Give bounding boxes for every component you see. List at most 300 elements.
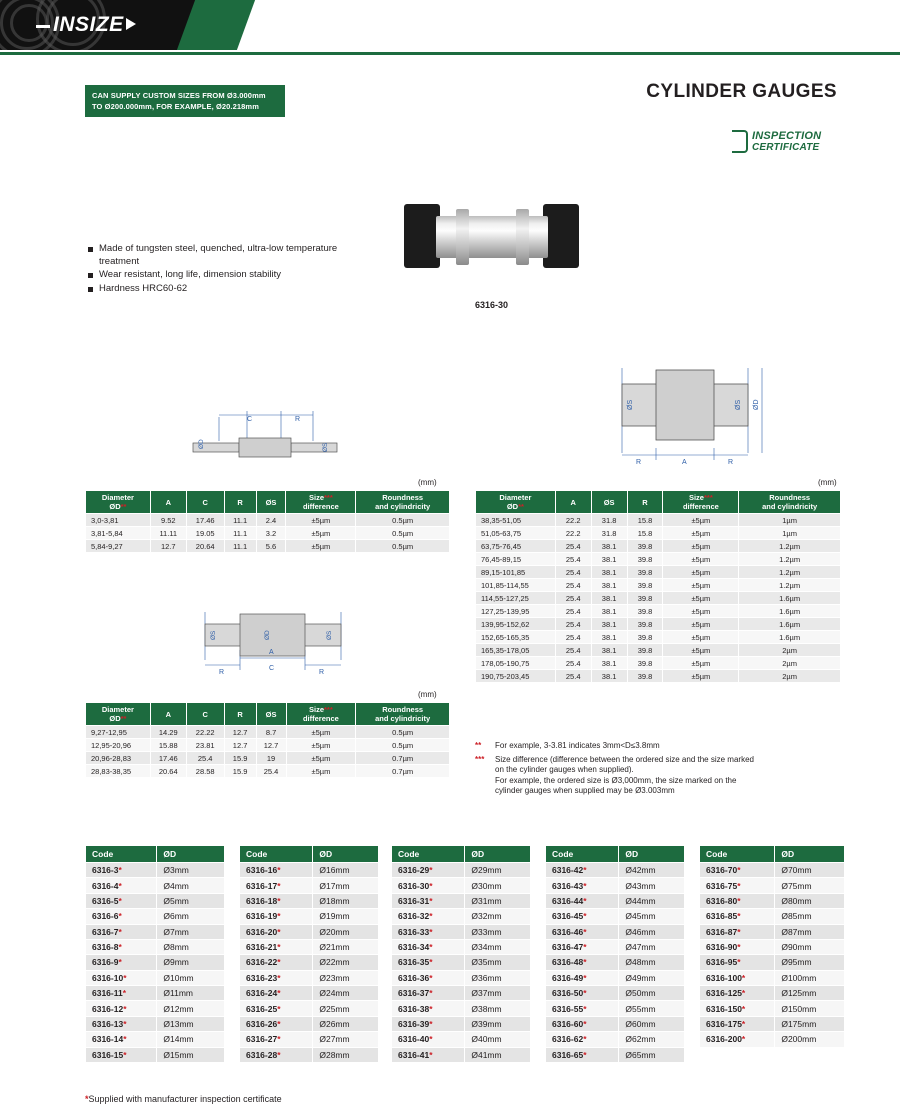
code-cell: 6316-35* [392, 955, 465, 970]
table-cell: 1µm [739, 527, 841, 540]
diameter-cell: Ø7mm [157, 924, 225, 939]
asterisk-marker: * [277, 895, 281, 906]
asterisk-marker: * [123, 1018, 127, 1029]
spec-table-mid [85, 702, 450, 778]
code-cell: 6316-29* [392, 863, 465, 878]
table-row [392, 970, 531, 985]
col-r: R [224, 491, 256, 514]
table-cell: 15.8 [627, 514, 663, 527]
diameter-cell: Ø31mm [465, 893, 531, 908]
table-cell: 38.1 [591, 540, 627, 553]
table-cell: ±5µm [663, 657, 739, 670]
code-cell: 6316-25* [240, 1001, 313, 1016]
table-cell: 1.2µm [739, 566, 841, 579]
table-row [700, 1016, 845, 1031]
table-row [546, 970, 685, 985]
code-table-1-body [86, 863, 225, 1063]
table-cell: 20.64 [150, 765, 186, 778]
spec-table-small [85, 490, 450, 553]
svg-text:ØD: ØD [753, 399, 760, 410]
asterisk-marker: * [277, 1003, 281, 1014]
table-cell: ±5µm [663, 644, 739, 657]
table-cell: 17.46 [150, 752, 186, 765]
code-table-5-body [700, 863, 845, 1048]
table-row [86, 909, 225, 924]
col-c: C [186, 703, 224, 726]
table-row [392, 939, 531, 954]
table-header-row [86, 846, 225, 863]
asterisk-marker: * [583, 942, 587, 953]
diameter-cell: Ø6mm [157, 909, 225, 924]
code-cell: 6316-16* [240, 863, 313, 878]
table-cell: 0.7µm [356, 752, 450, 765]
asterisk-marker: * [429, 957, 433, 968]
table-row [86, 939, 225, 954]
table-cell: ±5µm [663, 527, 739, 540]
table-row [546, 909, 685, 924]
col-diameter: ØD [313, 846, 379, 863]
table-row [392, 924, 531, 939]
code-cell: 6316-87* [700, 924, 775, 939]
code-cell: 6316-22* [240, 955, 313, 970]
footnote-triple-asterisk: *** Size difference (difference between the ordered size and the size marked on the cylinder gauges when supplied). For example, the ordered size is Ø3,000mm, the size marked on the cylinder gauges when supplied may be Ø3.003mm [475, 754, 754, 795]
table-row [476, 514, 841, 527]
asterisk-marker: * [737, 942, 741, 953]
table-row [476, 566, 841, 579]
table-row [700, 909, 845, 924]
asterisk-marker: * [429, 1034, 433, 1045]
col-code: Code [392, 846, 465, 863]
code-cell: 6316-39* [392, 1016, 465, 1031]
table-cell: 39.8 [627, 670, 663, 683]
asterisk-marker: * [429, 880, 433, 891]
diameter-cell: Ø48mm [619, 955, 685, 970]
table-row [86, 924, 225, 939]
header-divider [0, 52, 900, 55]
table-row [240, 909, 379, 924]
drawing-mid-gauge [185, 590, 360, 685]
certificate-footnote: *Supplied with manufacturer inspection certificate [85, 1094, 282, 1104]
diameter-cell: Ø95mm [775, 955, 845, 970]
diameter-cell: Ø13mm [157, 1016, 225, 1031]
code-table-3 [391, 845, 531, 1063]
feature-item: Hardness HRC60-62 [88, 283, 348, 296]
table-row [86, 863, 225, 878]
svg-text:ØS: ØS [735, 399, 742, 410]
table-cell: 17.46 [186, 514, 224, 527]
brand-logo [36, 13, 136, 37]
code-table-4-body [546, 863, 685, 1063]
col-a: A [150, 491, 186, 514]
asterisk-marker: * [277, 942, 281, 953]
code-cell: 6316-44* [546, 893, 619, 908]
asterisk-marker: * [123, 972, 127, 983]
col-diameter: ØD [775, 846, 845, 863]
diameter-cell: Ø55mm [619, 1001, 685, 1016]
asterisk-marker: * [737, 926, 741, 937]
table-row [240, 939, 379, 954]
asterisk-marker: * [429, 1003, 433, 1014]
table-header-row [240, 846, 379, 863]
table-cell: ±5µm [286, 514, 356, 527]
col-diameter: Diameter ØD** [476, 491, 556, 514]
table-row [476, 657, 841, 670]
footnote-double-asterisk: ** For example, 3-3.81 indicates 3mm<D≤3.8mm [475, 741, 660, 750]
table-cell: 11.1 [224, 514, 256, 527]
table-cell: 14.29 [150, 726, 186, 739]
table-row [392, 863, 531, 878]
diameter-cell: Ø85mm [775, 909, 845, 924]
table-cell: ±5µm [663, 579, 739, 592]
table-cell: 76,45-89,15 [476, 553, 556, 566]
asterisk-marker: * [583, 1018, 587, 1029]
svg-text:R: R [295, 416, 301, 423]
table-cell: 31.8 [591, 514, 627, 527]
table-cell: ±5µm [286, 540, 356, 553]
code-cell: 6316-49* [546, 970, 619, 985]
code-cell: 6316-33* [392, 924, 465, 939]
table-row [86, 1016, 225, 1031]
table-cell: 28.58 [186, 765, 224, 778]
diameter-cell: Ø40mm [465, 1032, 531, 1047]
svg-text:ØS: ØS [326, 630, 333, 640]
table-row [86, 527, 450, 540]
table-cell: ±5µm [663, 670, 739, 683]
asterisk-marker: * [583, 1049, 587, 1060]
table-cell: 12.7 [256, 739, 286, 752]
diameter-cell: Ø70mm [775, 863, 845, 878]
svg-text:A: A [682, 459, 687, 466]
table-cell: 9.52 [150, 514, 186, 527]
asterisk-marker: * [118, 942, 122, 953]
feature-item: Wear resistant, long life, dimension stability [88, 269, 348, 282]
table-row [392, 878, 531, 893]
asterisk-marker: * [123, 1049, 127, 1060]
code-cell: 6316-40* [392, 1032, 465, 1047]
units-label-left-1: (mm) [418, 478, 437, 487]
col-s: ØS [591, 491, 627, 514]
code-cell: 6316-27* [240, 1032, 313, 1047]
table-cell: 39.8 [627, 644, 663, 657]
table-cell: 38.1 [591, 670, 627, 683]
table-cell: 25.4 [555, 540, 591, 553]
diameter-cell: Ø20mm [313, 924, 379, 939]
table-cell: 19.05 [186, 527, 224, 540]
asterisk-marker: * [277, 972, 281, 983]
table-cell: 39.8 [627, 618, 663, 631]
asterisk-marker: * [122, 988, 127, 999]
asterisk-marker: * [118, 895, 122, 906]
svg-text:C: C [247, 416, 253, 423]
table-row [476, 553, 841, 566]
table-cell: 89,15-101,85 [476, 566, 556, 579]
diameter-cell: Ø28mm [313, 1047, 379, 1062]
table-row [86, 970, 225, 985]
code-cell: 6316-23* [240, 970, 313, 985]
table-row [700, 1032, 845, 1047]
diameter-cell: Ø43mm [619, 878, 685, 893]
code-cell: 6316-28* [240, 1047, 313, 1062]
code-cell: 6316-175* [700, 1016, 775, 1031]
asterisk-marker: * [118, 926, 122, 937]
code-cell: 6316-4* [86, 878, 157, 893]
svg-text:ØS: ØS [210, 630, 217, 640]
table-cell: 2.4 [256, 514, 286, 527]
table-cell: 19 [256, 752, 286, 765]
code-table-4 [545, 845, 685, 1063]
asterisk-marker: * [583, 911, 587, 922]
table-cell: ±5µm [663, 592, 739, 605]
code-cell: 6316-95* [700, 955, 775, 970]
code-cell: 6316-70* [700, 863, 775, 878]
diameter-cell: Ø125mm [775, 986, 845, 1001]
table-cell: 2µm [739, 644, 841, 657]
code-cell: 6316-38* [392, 1001, 465, 1016]
asterisk-marker: * [583, 880, 587, 891]
table-cell: 25.4 [555, 579, 591, 592]
table-cell: ±5µm [286, 752, 356, 765]
code-cell: 6316-100* [700, 970, 775, 985]
product-photo [404, 190, 579, 286]
code-cell: 6316-41* [392, 1047, 465, 1062]
asterisk-marker: * [118, 865, 122, 876]
table-row [86, 540, 450, 553]
table-row [240, 893, 379, 908]
table-cell: 0.5µm [356, 540, 450, 553]
asterisk-marker: * [583, 865, 587, 876]
svg-text:ØS: ØS [322, 442, 329, 452]
diameter-cell: Ø87mm [775, 924, 845, 939]
table-row [86, 514, 450, 527]
table-cell: 15.88 [150, 739, 186, 752]
table-cell: 39.8 [627, 540, 663, 553]
table-cell: 25.4 [555, 553, 591, 566]
table-row [392, 1047, 531, 1062]
diameter-cell: Ø11mm [157, 986, 225, 1001]
col-diameter: ØD [157, 846, 225, 863]
col-s: ØS [256, 703, 286, 726]
table-cell: 25.4 [555, 644, 591, 657]
table-cell: 9,27-12,95 [86, 726, 151, 739]
spec-table-large-body [476, 514, 841, 683]
asterisk-marker: * [277, 957, 281, 968]
table-cell: 38.1 [591, 553, 627, 566]
table-cell: ±5µm [663, 605, 739, 618]
table-cell: 25.4 [555, 618, 591, 631]
table-cell: 2µm [739, 657, 841, 670]
diameter-cell: Ø22mm [313, 955, 379, 970]
code-cell: 6316-7* [86, 924, 157, 939]
code-table-2 [239, 845, 379, 1063]
svg-text:A: A [269, 649, 274, 656]
table-header-row [700, 846, 845, 863]
table-cell: 8.7 [256, 726, 286, 739]
table-cell: 25.4 [555, 592, 591, 605]
table-cell: 3.2 [256, 527, 286, 540]
code-cell: 6316-55* [546, 1001, 619, 1016]
footnotes [475, 741, 875, 800]
col-diameter: ØD [619, 846, 685, 863]
code-cell: 6316-150* [700, 1001, 775, 1016]
table-cell: 28,83-38,35 [86, 765, 151, 778]
col-size-difference: Size*** difference [663, 491, 739, 514]
table-cell: 12.7 [150, 540, 186, 553]
code-cell: 6316-60* [546, 1016, 619, 1031]
table-cell: 25.4 [256, 765, 286, 778]
asterisk-marker: * [741, 988, 746, 999]
table-cell: ±5µm [286, 739, 356, 752]
table-cell: 0.5µm [356, 514, 450, 527]
table-cell: 139,95-152,62 [476, 618, 556, 631]
code-cell: 6316-31* [392, 893, 465, 908]
spec-table-mid-body [86, 726, 450, 778]
table-row [700, 1001, 845, 1016]
table-cell: 38,35-51,05 [476, 514, 556, 527]
table-row [392, 1016, 531, 1031]
table-cell: 15.8 [627, 527, 663, 540]
table-cell: 15.9 [224, 752, 256, 765]
diameter-cell: Ø36mm [465, 970, 531, 985]
code-cell: 6316-34* [392, 939, 465, 954]
table-cell: 38.1 [591, 618, 627, 631]
diameter-cell: Ø5mm [157, 893, 225, 908]
diameter-cell: Ø18mm [313, 893, 379, 908]
table-row [700, 878, 845, 893]
table-cell: 5.6 [256, 540, 286, 553]
diameter-cell: Ø19mm [313, 909, 379, 924]
code-cell: 6316-14* [86, 1032, 157, 1047]
svg-text:R: R [728, 459, 734, 466]
table-cell: 22.2 [555, 527, 591, 540]
code-cell: 6316-10* [86, 970, 157, 985]
diameter-cell: Ø44mm [619, 893, 685, 908]
asterisk-marker: * [277, 1018, 281, 1029]
asterisk-marker: * [583, 972, 587, 983]
table-row [546, 986, 685, 1001]
asterisk-marker: * [123, 1034, 127, 1045]
svg-text:C: C [269, 665, 275, 672]
table-row [700, 970, 845, 985]
table-row [392, 1001, 531, 1016]
table-cell: 39.8 [627, 605, 663, 618]
col-diameter: Diameter ØD** [86, 491, 151, 514]
diameter-cell: Ø4mm [157, 878, 225, 893]
table-row [392, 909, 531, 924]
table-row [546, 863, 685, 878]
table-cell: 12.7 [224, 739, 256, 752]
diameter-cell: Ø39mm [465, 1016, 531, 1031]
table-cell: 51,05-63,75 [476, 527, 556, 540]
code-cell: 6316-12* [86, 1001, 157, 1016]
code-cell: 6316-37* [392, 986, 465, 1001]
diameter-cell: Ø47mm [619, 939, 685, 954]
certificate-line1: INSPECTION [752, 130, 822, 142]
table-row [476, 605, 841, 618]
table-row [476, 592, 841, 605]
code-cell: 6316-18* [240, 893, 313, 908]
code-cell: 6316-11* [86, 986, 157, 1001]
code-cell: 6316-200* [700, 1032, 775, 1047]
diameter-cell: Ø26mm [313, 1016, 379, 1031]
code-cell: 6316-65* [546, 1047, 619, 1062]
table-cell: 1.6µm [739, 605, 841, 618]
diameter-cell: Ø14mm [157, 1032, 225, 1047]
asterisk-marker: * [741, 1018, 746, 1029]
asterisk-marker: * [583, 895, 587, 906]
table-row [240, 1001, 379, 1016]
diameter-cell: Ø35mm [465, 955, 531, 970]
svg-text:R: R [319, 669, 325, 676]
col-size-difference: Size*** difference [286, 703, 356, 726]
diameter-cell: Ø34mm [465, 939, 531, 954]
diameter-cell: Ø150mm [775, 1001, 845, 1016]
table-cell: 39.8 [627, 657, 663, 670]
asterisk-marker: * [429, 911, 433, 922]
code-cell: 6316-43* [546, 878, 619, 893]
col-code: Code [240, 846, 313, 863]
code-cell: 6316-8* [86, 939, 157, 954]
certificate-icon [732, 130, 748, 153]
table-row [700, 924, 845, 939]
diameter-cell: Ø45mm [619, 909, 685, 924]
asterisk-marker: * [737, 957, 741, 968]
page-title: CYLINDER GAUGES [646, 81, 837, 102]
table-row [240, 1032, 379, 1047]
code-cell: 6316-3* [86, 863, 157, 878]
spec-table-large [475, 490, 841, 683]
table-row [86, 893, 225, 908]
asterisk-marker: * [277, 1034, 281, 1045]
asterisk-marker: * [118, 957, 122, 968]
code-cell: 6316-48* [546, 955, 619, 970]
table-cell: 127,25-139,95 [476, 605, 556, 618]
table-cell: 15.9 [224, 765, 256, 778]
table-cell: ±5µm [286, 527, 356, 540]
drawing-large-gauge [600, 348, 770, 468]
table-row [86, 765, 450, 778]
page-header [0, 0, 900, 56]
diameter-cell: Ø9mm [157, 955, 225, 970]
diameter-cell: Ø200mm [775, 1032, 845, 1047]
asterisk-marker: * [737, 911, 741, 922]
code-cell: 6316-50* [546, 986, 619, 1001]
asterisk-marker: * [583, 1003, 587, 1014]
code-cell: 6316-42* [546, 863, 619, 878]
brand-name: INSIZE [53, 13, 124, 36]
table-row [700, 863, 845, 878]
table-row [240, 878, 379, 893]
col-diameter: ØD [465, 846, 531, 863]
diameter-cell: Ø16mm [313, 863, 379, 878]
table-cell: 11.1 [224, 540, 256, 553]
units-label-right: (mm) [818, 478, 837, 487]
code-cell: 6316-17* [240, 878, 313, 893]
code-cell: 6316-13* [86, 1016, 157, 1031]
table-row [86, 1047, 225, 1062]
asterisk-marker: * [583, 926, 587, 937]
diameter-cell: Ø90mm [775, 939, 845, 954]
table-cell: 20,96-28,83 [86, 752, 151, 765]
col-r: R [224, 703, 256, 726]
asterisk-marker: * [429, 926, 433, 937]
code-cell: 6316-46* [546, 924, 619, 939]
col-code: Code [546, 846, 619, 863]
table-row [546, 924, 685, 939]
table-cell: 114,55-127,25 [476, 592, 556, 605]
asterisk-marker: * [429, 942, 433, 953]
diameter-cell: Ø60mm [619, 1016, 685, 1031]
table-row [546, 878, 685, 893]
